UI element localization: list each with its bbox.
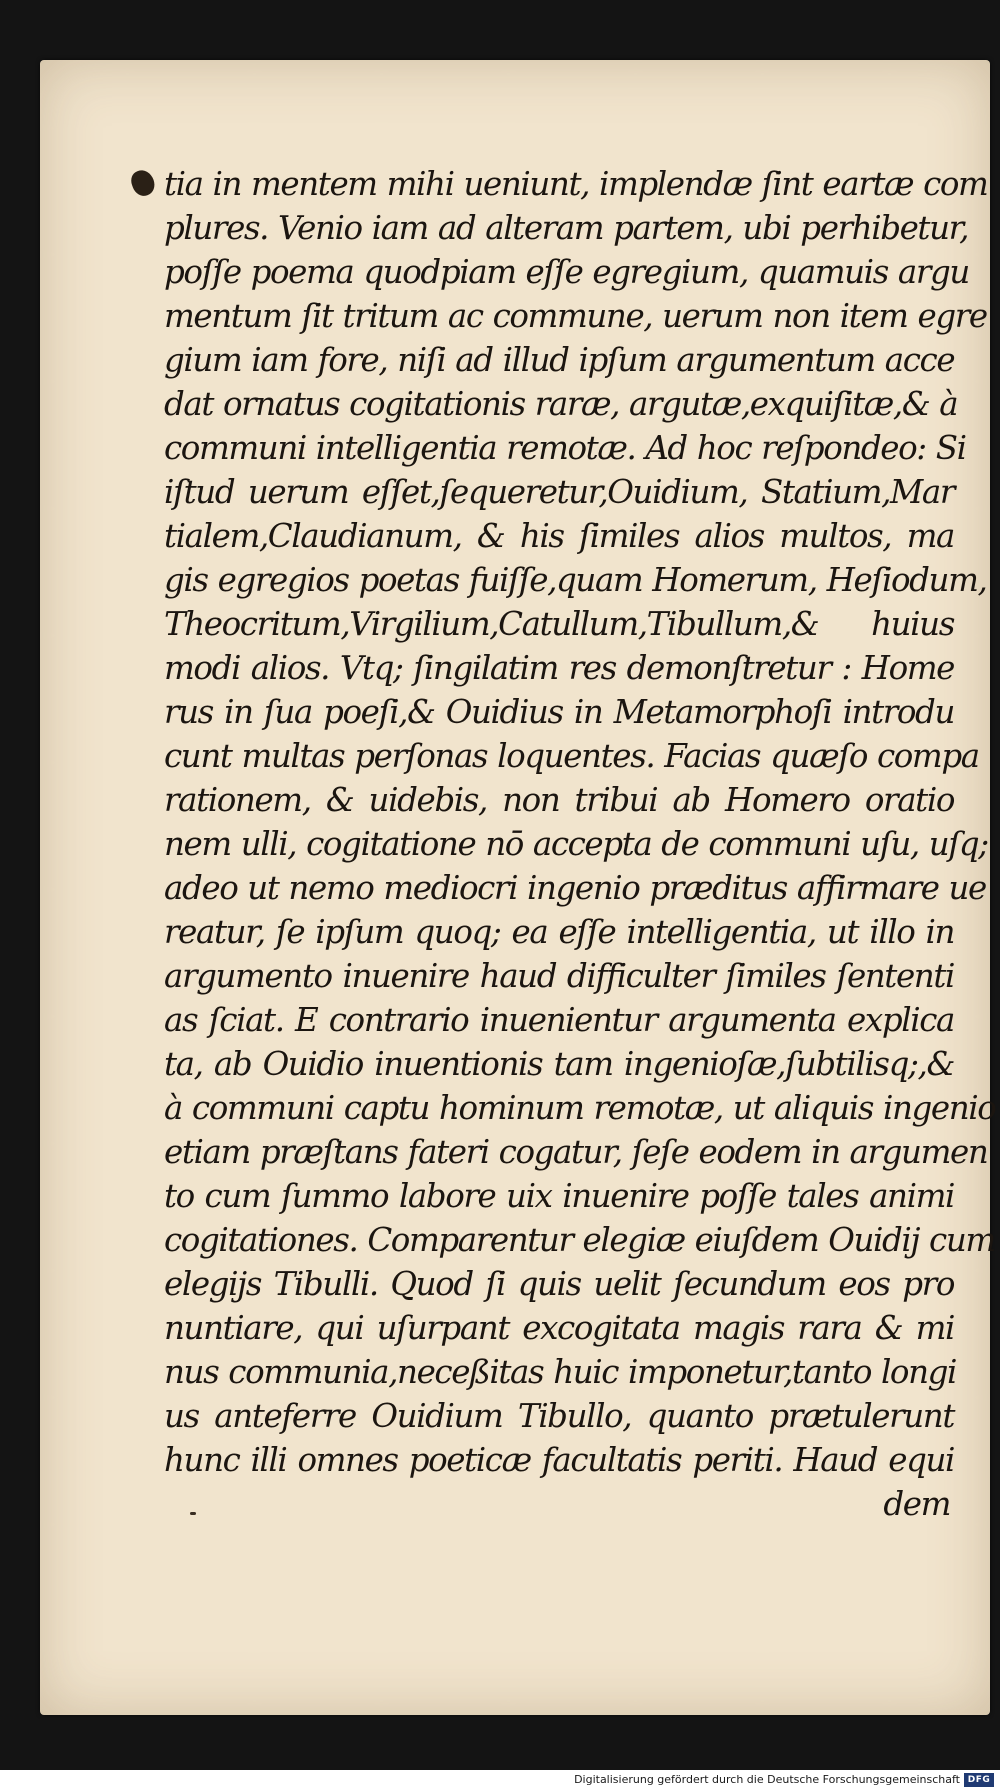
text-line: ta, ab Ouidio inuentionis tam ingenioſæ,ſubtilisq;,& [164, 1045, 954, 1083]
text-line: cogitationes. Comparentur elegiæ eiuſdem Ouidij cum [164, 1221, 995, 1259]
text-line: plures. Venio iam ad alteram partem, ubi perhibetur, [164, 209, 969, 247]
funding-credit: Digitalisierung gefördert durch die Deutsche Forschungsgemeinschaft [574, 1773, 960, 1786]
ink-blot [128, 167, 158, 199]
text-line: us anteferre Ouidium Tibullo, quanto prætulerunt [164, 1397, 954, 1435]
text-line: adeo ut nemo mediocri ingenio præditus affirmare ue [164, 869, 986, 907]
text-line: gis egregios poetas fuiſſe,quam Homerum, Heſiodum, [164, 561, 987, 599]
text-line: à communi captu hominum remotæ, ut aliquis ingenio [164, 1089, 996, 1127]
text-line: modi alios. Vtq; ſingilatim res demonſtretur : Home [164, 649, 954, 687]
text-line: to cum ſummo labore uix inuenire poſſe tales animi [164, 1177, 954, 1215]
text-line: dat ornatus cogitationis raræ, argutæ,exquiſitæ,& à [164, 385, 958, 423]
text-line: as ſciat. E contrario inuenientur argumenta explica [164, 1001, 954, 1039]
footer-bar [0, 1770, 1000, 1791]
dfg-logo: DFG [964, 1773, 994, 1787]
text-line: argumento inuenire haud difficulter ſimiles ſententi [164, 957, 954, 995]
text-line: iſtud uerum eſſet,ſequeretur,Ouidium, Statium,Mar [164, 473, 954, 511]
text-line: etiam præſtans fateri cogatur, ſeſe eodem in argumen [164, 1133, 988, 1171]
text-line: rus in ſua poeſi,& Ouidius in Metamorphoſi introdu [164, 693, 954, 731]
text-line: tialem,Claudianum, & his ſimiles alios multos, ma [164, 517, 954, 555]
text-line: poſſe poema quodpiam eſſe egregium, quamuis argu [164, 253, 969, 291]
text-line: nuntiare, qui uſurpant excogitata magis rara & mi [164, 1309, 954, 1347]
text-line: gium iam fore, niſi ad illud ipſum argumentum acce [164, 341, 955, 379]
text-line: Theocritum,Virgilium,Catullum,Tibullum,& huius [164, 605, 954, 643]
text-line: reatur, ſe ipſum quoq; ea eſſe intelligentia, ut illo in [164, 913, 954, 951]
text-line: elegijs Tibulli. Quod ſi quis uelit ſecundum eos pro [164, 1265, 954, 1303]
text-line: cunt multas perſonas loquentes. Facias quæſo compa [164, 737, 979, 775]
text-line: rationem, & uidebis, non tribui ab Homero oratio [164, 781, 954, 819]
text-line: nem ulli, cogitatione nō accepta de communi uſu, uſq; [164, 825, 988, 863]
text-line: hunc illi omnes poeticæ facultatis periti. Haud equi [164, 1441, 954, 1479]
text-line: mentum ſit tritum ac commune, uerum non item egre [164, 297, 987, 335]
text-line: tia in mentem mihi ueniunt, implendæ ſint eartæ com [164, 165, 988, 203]
catchword: dem [883, 1485, 950, 1523]
page-text [164, 162, 996, 1526]
text-line: communi intelligentia remotæ. Ad hoc reſpondeo: Si [164, 429, 966, 467]
text-line: nus communia,neceßitas huic imponetur,tanto longi [164, 1353, 957, 1391]
